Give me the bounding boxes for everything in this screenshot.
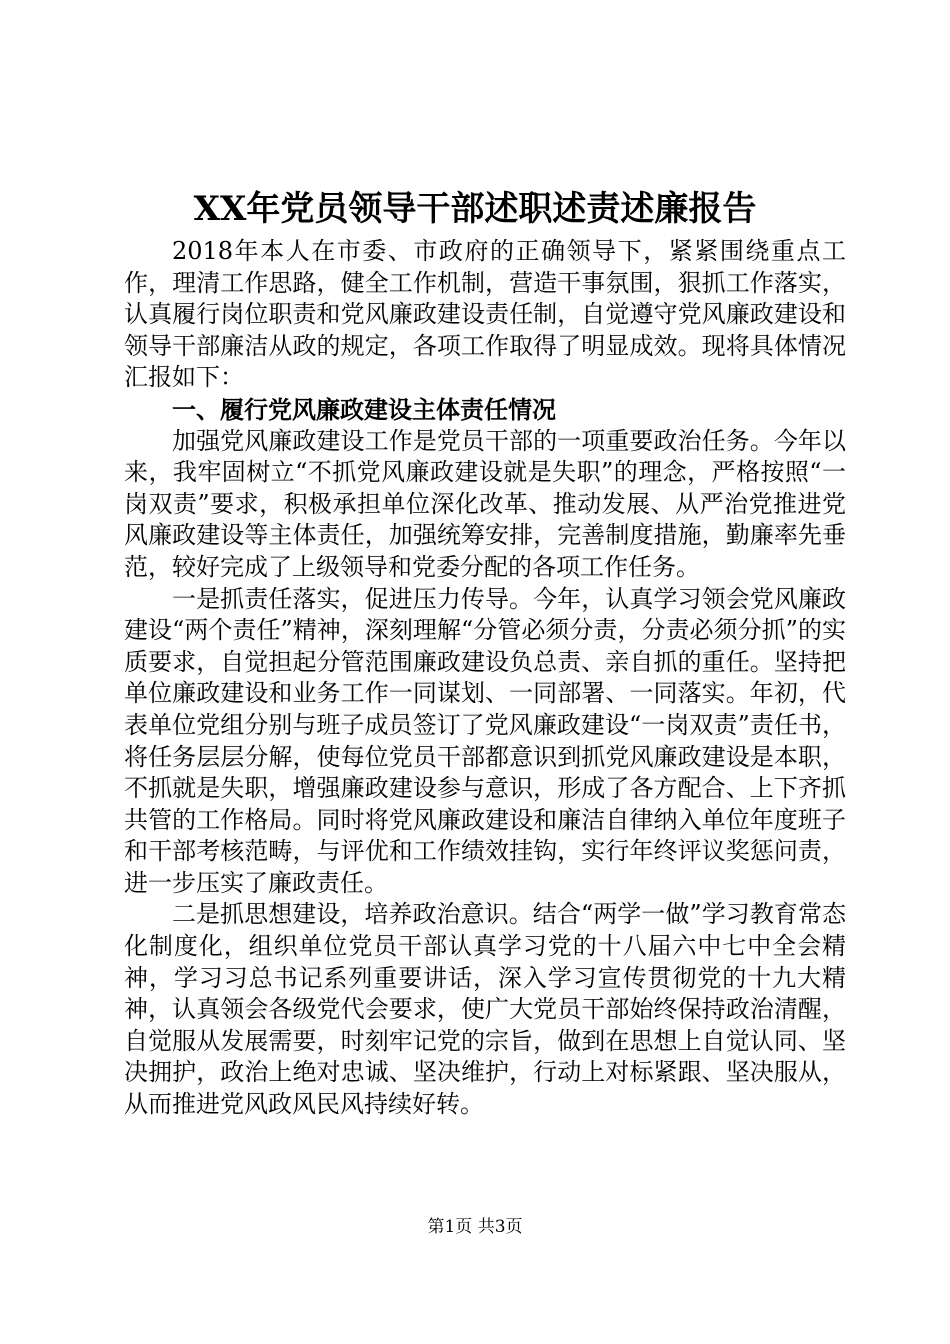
document-title: XX年党员领导干部述职述责述廉报告 [193, 189, 757, 229]
paragraph-intro: 2018年本人在市委、市政府的正确领导下，紧紧围绕重点工作，理清工作思路，健全工作机制，营造干事氛围，狠抓工作落实，认真履行岗位职责和党风廉政建设责任制，自觉遵守党风廉政建设和领导干部廉洁从政的规定，各项工作取得了明显成效。现将具体情况汇报如下： [124, 237, 846, 392]
paragraph-overview: 加强党风廉政建设工作是党员干部的一项重要政治任务。今年以来，我牢固树立“不抓党风廉政建设就是失职”的理念，严格按照“一岗双责”要求，积极承担单位深化改革、推动发展、从严治党推进党风廉政建设等主体责任，加强统筹安排，完善制度措施，勤廉率先垂范，较好完成了上级领导和党委分配的各项工作任务。 [124, 426, 846, 581]
paragraph-responsibility: 一是抓责任落实，促进压力传导。今年，认真学习领会党风廉政建设“两个责任”精神，深刻理解“分管必须分责，分责必须分抓”的实质要求，自觉担起分管范围廉政建设负总责、亲自抓的重任。坚持把单位廉政建设和业务工作一同谋划、一同部署、一同落实。年初，代表单位党组分别与班子成员签订了党风廉政建设“一岗双责”责任书，将任务层层分解，使每位党员干部都意识到抓党风廉政建设是本职，不抓就是失职，增强廉政建设参与意识，形成了各方配合、上下齐抓共管的工作格局。同时将党风廉政建设和廉洁自律纳入单位年度班子和干部考核范畴，与评优和工作绩效挂钩，实行年终评议奖惩问责，进一步压实了廉政责任。 [124, 584, 846, 897]
section-heading: 一、履行党风廉政建设主体责任情况 [172, 394, 556, 424]
document-body [124, 236, 846, 1121]
page-footer: 第1页 共3页 [427, 1217, 523, 1237]
paragraph-ideology: 二是抓思想建设，培养政治意识。结合“两学一做”学习教育常态化制度化，组织单位党员干部认真学习党的十八届六中七中全会精神，学习习总书记系列重要讲话，深入学习宣传贯彻党的十九大精神，认真领会各级党代会要求，使广大党员干部始终保持政治清醒，自觉服从发展需要，时刻牢记党的宗旨，做到在思想上自觉认同、坚决拥护，政治上绝对忠诚、坚决维护，行动上对标紧跟、坚决服从，从而推进党风政风民风持续好转。 [124, 900, 846, 1119]
